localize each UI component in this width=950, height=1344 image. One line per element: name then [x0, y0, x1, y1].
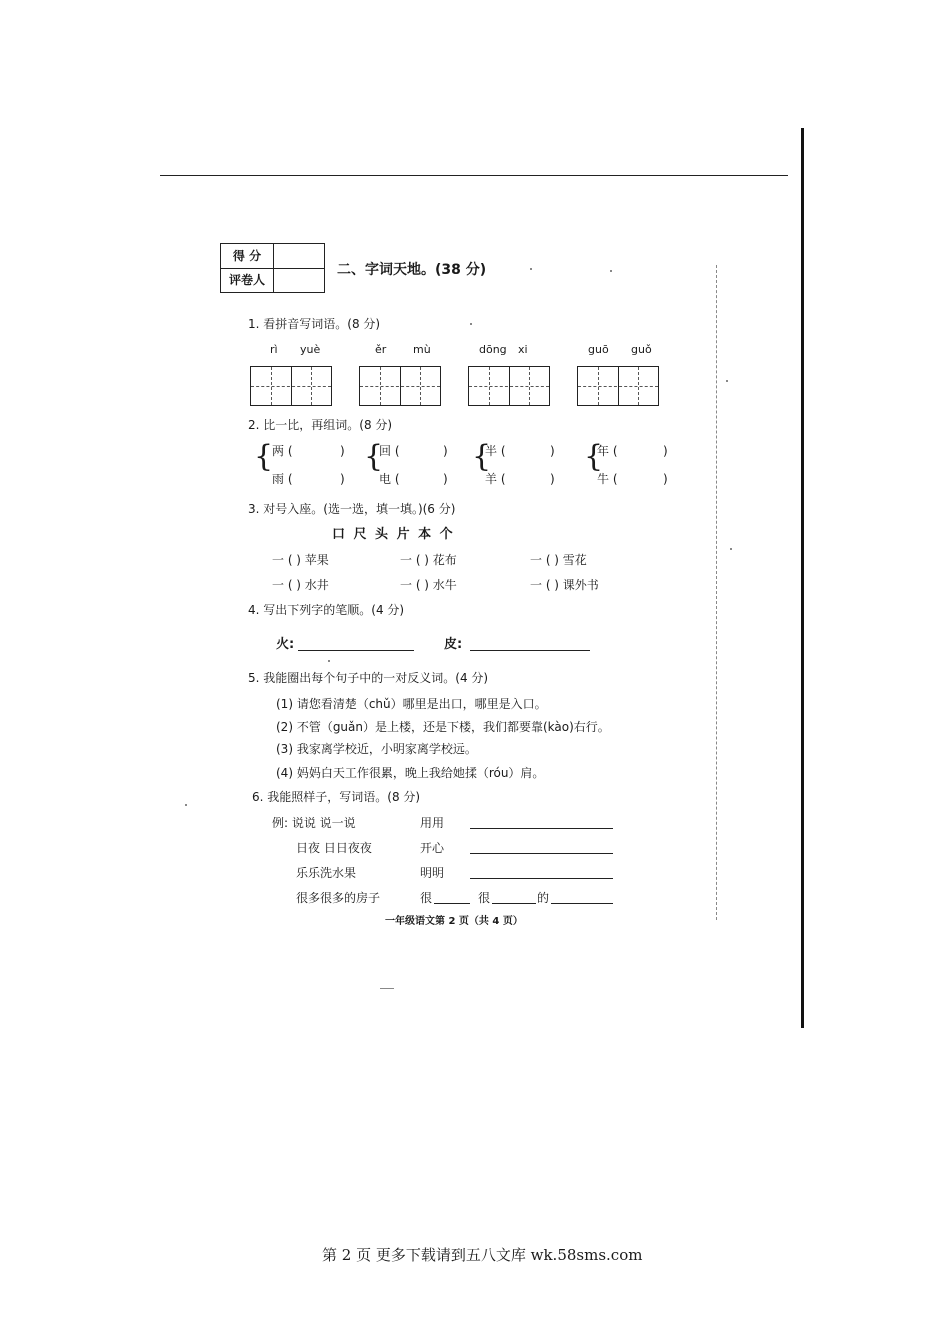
- q6-de: 的: [537, 891, 550, 905]
- pair4-bottom-close: ): [663, 472, 668, 486]
- pair1-bottom: 雨 (: [272, 472, 293, 486]
- q6-example-3: 乐乐洗水果: [296, 866, 357, 880]
- writing-grid-2[interactable]: [359, 366, 441, 406]
- brace-3: {: [472, 439, 492, 474]
- pinyin-4b: guǒ: [631, 343, 652, 356]
- q4-title: 4. 写出下列字的笔顺。(4 分): [248, 603, 405, 617]
- pinyin-3b: xi: [518, 343, 528, 356]
- q6-hen-1: 很: [420, 891, 433, 905]
- scan-speck: [530, 268, 532, 270]
- q4-char-huo: 火:: [276, 637, 295, 652]
- pair2-bottom-close: ): [443, 472, 448, 486]
- pair4-top: 年 (: [597, 444, 618, 458]
- q3-r2c3: 一 ( ) 课外书: [530, 578, 599, 592]
- section-title: 二、字词天地。(38 分): [337, 262, 487, 278]
- q6-word-1: 用用: [420, 816, 445, 830]
- scan-speck: [185, 804, 187, 806]
- q3-r2c1: 一 ( ) 水井: [272, 578, 329, 592]
- scan-speck: [726, 380, 728, 382]
- scan-speck: [380, 988, 394, 989]
- q5-sentence-4: (4) 妈妈白天工作很累，晚上我给她揉（róu）肩。: [276, 766, 545, 780]
- pair1-bottom-close: ): [340, 472, 345, 486]
- pair3-bottom: 羊 (: [485, 472, 506, 486]
- q6-blank-1[interactable]: [434, 903, 470, 904]
- q3-r1c1: 一 ( ) 苹果: [272, 553, 329, 567]
- q6-blank-2[interactable]: [492, 903, 536, 904]
- pair3-top-close: ): [550, 444, 555, 458]
- q6-answer-line-1[interactable]: [470, 828, 613, 829]
- q5-title: 5. 我能圈出每个句子中的一对反义词。(4 分): [248, 671, 489, 685]
- pair3-bottom-close: ): [550, 472, 555, 486]
- q4-answer-line-1[interactable]: [298, 650, 414, 651]
- writing-grid-1[interactable]: [250, 366, 332, 406]
- pinyin-3a: dōng: [479, 343, 507, 356]
- exam-page-footer: 一年级语文第 2 页（共 4 页）: [385, 916, 523, 927]
- q6-word-3: 明明: [420, 866, 445, 880]
- inner-right-rule: [716, 265, 717, 920]
- q4-answer-line-2[interactable]: [470, 650, 590, 651]
- q6-title: 6. 我能照样子，写词语。(8 分): [252, 790, 421, 804]
- pair1-top: 两 (: [272, 444, 293, 458]
- q5-sentence-1: (1) 请您看清楚（chǔ）哪里是出口，哪里是入口。: [276, 697, 547, 711]
- writing-grid-3[interactable]: [468, 366, 550, 406]
- score-label: 得 分: [221, 244, 274, 268]
- q6-example-1: 例: 说说 说一说: [272, 816, 356, 830]
- pair2-top: 回 (: [379, 444, 400, 458]
- scan-speck: [470, 323, 472, 325]
- q3-r1c2: 一 ( ) 花布: [400, 553, 457, 567]
- pair1-top-close: ): [340, 444, 345, 458]
- right-rule: [801, 128, 804, 1028]
- pair4-top-close: ): [663, 444, 668, 458]
- q6-answer-line-2[interactable]: [470, 853, 613, 854]
- scan-speck: [328, 660, 330, 662]
- bottom-download-note: 第 2 页 更多下载请到五八文库 wk.58sms.com: [322, 1246, 643, 1264]
- pinyin-1a: rì: [270, 343, 278, 356]
- q3-title: 3. 对号入座。(选一选，填一填。)(6 分): [248, 502, 456, 516]
- pair2-top-close: ): [443, 444, 448, 458]
- q3-r1c3: 一 ( ) 雪花: [530, 553, 587, 567]
- top-rule: [160, 175, 788, 176]
- q4-char-pi: 皮:: [444, 637, 463, 652]
- q3-r2c2: 一 ( ) 水牛: [400, 578, 457, 592]
- brace-4: {: [584, 439, 604, 474]
- q6-blank-3[interactable]: [551, 903, 613, 904]
- q5-sentence-2: (2) 不管（guǎn）是上楼，还是下楼，我们都要靠(kào)右行。: [276, 720, 610, 734]
- pinyin-4a: guō: [588, 343, 609, 356]
- grader-label: 评卷人: [221, 268, 274, 292]
- pinyin-2b: mù: [413, 343, 431, 356]
- q6-answer-line-3[interactable]: [470, 878, 613, 879]
- brace-2: {: [364, 439, 384, 474]
- scan-speck: [610, 270, 612, 272]
- q6-word-2: 开心: [420, 841, 445, 855]
- q2-title: 2. 比一比，再组词。(8 分): [248, 418, 393, 432]
- scan-speck: [730, 548, 732, 550]
- pair4-bottom: 牛 (: [597, 472, 618, 486]
- score-table: [220, 243, 325, 293]
- writing-grid-4[interactable]: [577, 366, 659, 406]
- q5-sentence-3: (3) 我家离学校近，小明家离学校远。: [276, 742, 477, 756]
- pair2-bottom: 电 (: [379, 472, 400, 486]
- brace-1: {: [254, 439, 274, 474]
- q6-example-2: 日夜 日日夜夜: [296, 841, 372, 855]
- pinyin-1b: yuè: [300, 343, 321, 356]
- q1-title: 1. 看拼音写词语。(8 分): [248, 317, 381, 331]
- q6-hen-2: 很: [478, 891, 491, 905]
- pair3-top: 半 (: [485, 444, 506, 458]
- q3-options: 口 尺 头 片 本 个: [332, 527, 455, 542]
- q6-example-4: 很多很多的房子: [296, 891, 381, 905]
- pinyin-2a: ěr: [375, 343, 387, 356]
